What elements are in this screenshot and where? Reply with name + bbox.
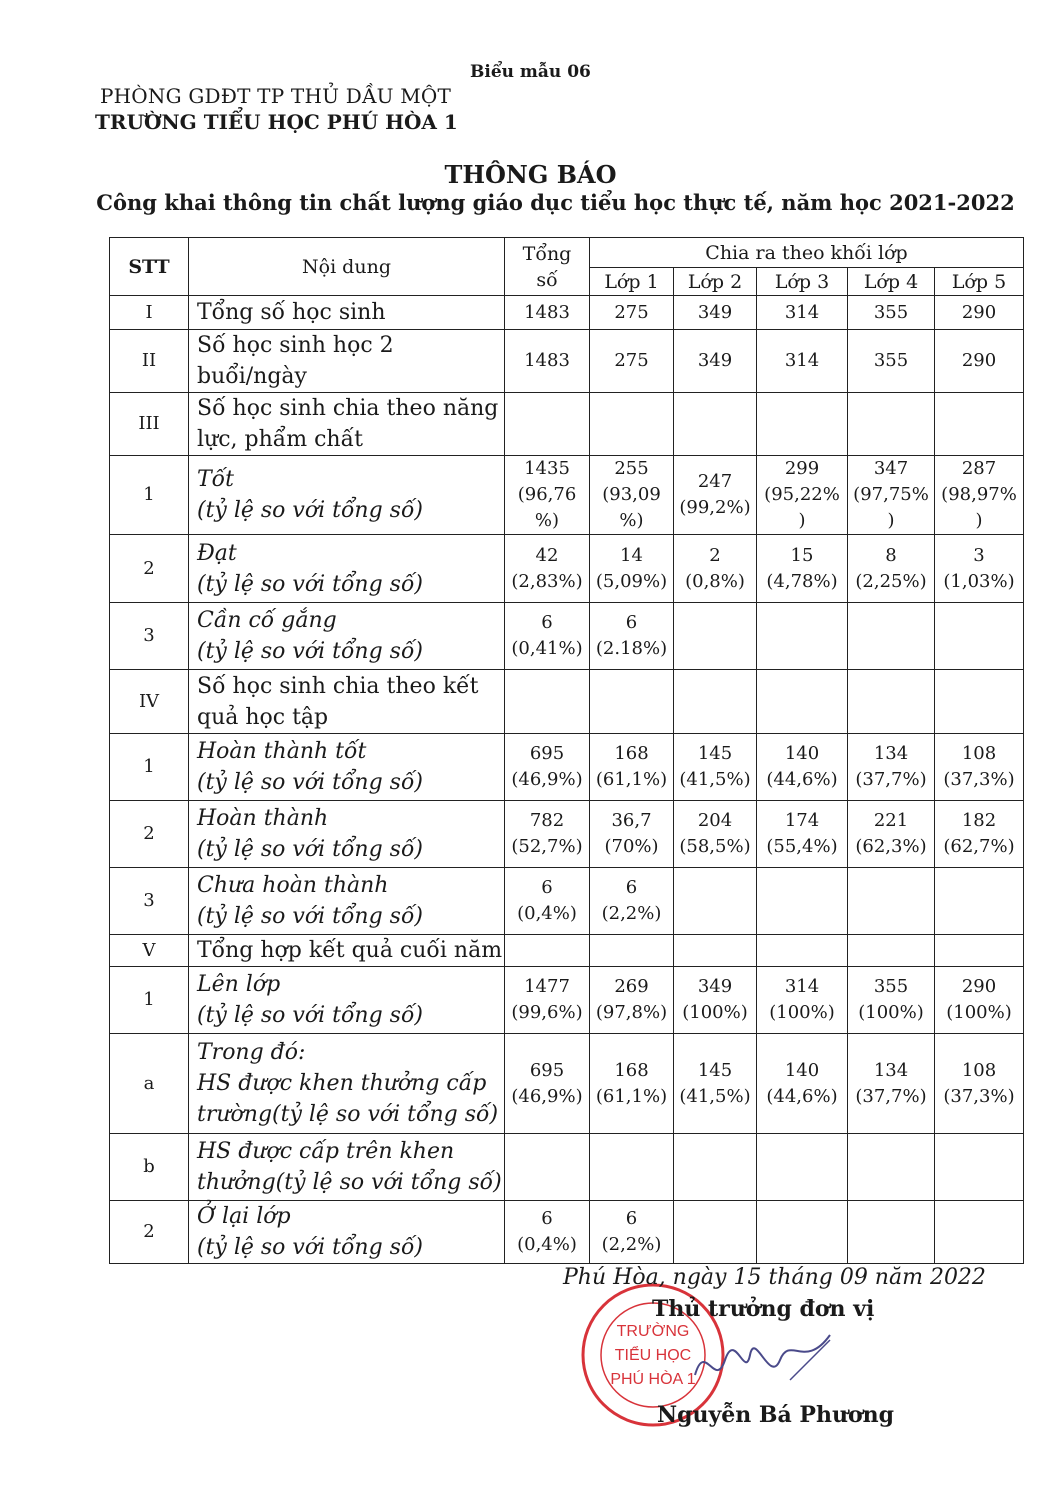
cell-grade-3 — [757, 734, 848, 801]
cell-grade-1 — [590, 670, 674, 734]
cell-grade-3 — [757, 801, 848, 868]
signer-name: Nguyễn Bá Phương — [657, 1402, 895, 1428]
cell-value-line: (70%) — [604, 836, 659, 857]
cell-grade-3 — [757, 603, 848, 670]
cell-grade-5 — [935, 393, 1024, 456]
table-row — [110, 1034, 1024, 1134]
cell-grade-5 — [935, 1134, 1024, 1201]
table-row — [110, 734, 1024, 801]
cell-value-line: 6 — [625, 877, 638, 898]
cell-value-line: 145 — [697, 743, 733, 764]
row-content-line: Số học sinh chia theo kết — [197, 673, 479, 699]
table-row — [110, 330, 1024, 393]
cell-grade-2 — [674, 393, 757, 456]
cell-value-line: 134 — [873, 743, 909, 764]
cell-grade-5 — [935, 734, 1024, 801]
row-number: 2 — [110, 1201, 189, 1264]
cell-grade-3 — [757, 393, 848, 456]
cell-grade-4 — [848, 967, 935, 1034]
column-header-grade-group: Chia ra theo khối lớp — [590, 238, 1024, 268]
cell-grade-4 — [848, 535, 935, 603]
cell-total — [505, 935, 590, 967]
cell-grade-1 — [590, 734, 674, 801]
row-number: 3 — [110, 868, 189, 935]
cell-grade-4 — [848, 296, 935, 330]
row-content-line: HS được khen thưởng cấp — [197, 1071, 487, 1096]
cell-value-line: (99,2%) — [679, 497, 751, 518]
cell-value-line: (62,7%) — [943, 836, 1015, 857]
cell-grade-5 — [935, 603, 1024, 670]
cell-total — [505, 535, 590, 603]
quality-report-table — [109, 237, 1024, 1264]
row-number: 2 — [110, 535, 189, 603]
cell-grade-1 — [590, 801, 674, 868]
cell-value-line: (95,22% — [764, 484, 840, 505]
column-header-grade-4: Lớp 4 — [848, 268, 935, 296]
cell-value-line: 695 — [529, 1059, 565, 1081]
column-header-grade-2: Lớp 2 — [674, 268, 757, 296]
row-content-line: (tỷ lệ so với tổng số) — [197, 770, 424, 795]
cell-value-line: 140 — [784, 1059, 820, 1081]
cell-grade-4 — [848, 935, 935, 967]
cell-grade-4 — [848, 1034, 935, 1134]
cell-grade-2 — [674, 603, 757, 670]
cell-value-line: (62,3%) — [855, 836, 927, 857]
cell-value-line: (55,4%) — [766, 836, 838, 857]
cell-value: 355 — [873, 350, 909, 371]
cell-grade-3 — [757, 670, 848, 734]
cell-value-line: (100%) — [682, 1002, 748, 1023]
cell-grade-3 — [757, 967, 848, 1034]
cell-value-line: (0,4%) — [517, 903, 577, 924]
cell-value-line: 782 — [529, 810, 565, 831]
column-header-total — [505, 238, 590, 296]
row-content — [189, 456, 505, 535]
row-content — [189, 801, 505, 868]
header-row-1 — [110, 238, 1024, 268]
cell-value-line: 8 — [885, 544, 897, 566]
cell-grade-5 — [935, 296, 1024, 330]
cell-grade-3 — [757, 935, 848, 967]
cell-value-line: (99,6%) — [511, 1002, 583, 1023]
cell-value-line: 299 — [784, 458, 820, 479]
cell-grade-3 — [757, 1201, 848, 1264]
cell-grade-4 — [848, 801, 935, 868]
cell-grade-4 — [848, 670, 935, 734]
cell-value-line: (61,1%) — [595, 1085, 668, 1107]
cell-grade-3 — [757, 296, 848, 330]
cell-value: 290 — [961, 350, 997, 371]
cell-value-line: (58,5%) — [679, 836, 751, 857]
cell-grade-1 — [590, 535, 674, 603]
column-header-grade-1: Lớp 1 — [590, 268, 674, 296]
cell-value: 275 — [614, 350, 649, 371]
cell-value-line: (2,25%) — [855, 570, 927, 592]
cell-value-line: 145 — [697, 1059, 733, 1081]
cell-grade-2 — [674, 801, 757, 868]
cell-grade-2 — [674, 1134, 757, 1201]
cell-value-line: (46,9%) — [511, 769, 583, 790]
cell-total — [505, 296, 590, 330]
cell-grade-2 — [674, 296, 757, 330]
cell-grade-5 — [935, 330, 1024, 393]
cell-value-line: (52,7%) — [511, 836, 583, 857]
cell-value: 1483 — [524, 350, 570, 371]
row-content-line: HS được cấp trên khen — [197, 1139, 455, 1164]
stamp-line-1: TRƯỜNG — [616, 1323, 690, 1340]
row-number: IV — [110, 670, 189, 734]
table-row — [110, 1201, 1024, 1264]
cell-grade-3 — [757, 456, 848, 535]
table-row — [110, 935, 1024, 967]
cell-value-line: (100%) — [858, 1002, 924, 1023]
cell-value-line: 1435 — [524, 458, 570, 479]
row-number: b — [110, 1134, 189, 1201]
row-content — [189, 330, 505, 393]
cell-grade-1 — [590, 296, 674, 330]
cell-value: 290 — [961, 301, 997, 323]
table-row — [110, 296, 1024, 330]
cell-value-line: 290 — [961, 976, 997, 997]
cell-value-line: (0,8%) — [685, 570, 745, 592]
cell-value-line: (37,7%) — [855, 1085, 927, 1107]
stamp-line-2: TIỂU HỌC — [614, 1347, 692, 1364]
cell-value-line: 134 — [873, 1059, 909, 1081]
cell-grade-2 — [674, 967, 757, 1034]
row-content-line: trường(tỷ lệ so với tổng số) — [197, 1102, 499, 1127]
cell-grade-2 — [674, 1201, 757, 1264]
cell-total — [505, 1201, 590, 1264]
column-header-grade-5: Lớp 5 — [935, 268, 1024, 296]
cell-value: 314 — [784, 350, 820, 371]
cell-value-line: 269 — [614, 976, 649, 997]
row-number: I — [110, 296, 189, 330]
row-content-line: Hoàn thành tốt — [197, 739, 367, 764]
cell-value-line: (98,97% — [941, 484, 1017, 505]
cell-value-line: (44,6%) — [766, 769, 838, 790]
cell-value-line: 182 — [961, 810, 997, 831]
cell-value-line: 695 — [529, 743, 565, 764]
cell-total — [505, 1134, 590, 1201]
row-content-line: Hoàn thành — [197, 806, 329, 831]
cell-value-line: 255 — [614, 458, 649, 479]
signature-scribble — [690, 1330, 840, 1400]
row-content-line: thưởng(tỷ lệ so với tổng số) — [197, 1170, 502, 1195]
cell-value-line: (100%) — [946, 1002, 1012, 1023]
row-content — [189, 967, 505, 1034]
cell-value-line: 108 — [961, 1059, 997, 1081]
cell-grade-4 — [848, 1134, 935, 1201]
table-row — [110, 967, 1024, 1034]
cell-grade-5 — [935, 935, 1024, 967]
cell-value-line: 347 — [873, 458, 909, 479]
cell-value: 349 — [697, 301, 733, 323]
cell-grade-5 — [935, 535, 1024, 603]
cell-grade-4 — [848, 393, 935, 456]
cell-value-line: 6 — [625, 612, 638, 633]
row-content — [189, 734, 505, 801]
row-number: 2 — [110, 801, 189, 868]
cell-grade-1 — [590, 1134, 674, 1201]
row-number: 1 — [110, 967, 189, 1034]
total-header-line1: Tổng — [522, 242, 572, 265]
row-content-line: Cần cố gắng — [197, 608, 337, 633]
cell-grade-3 — [757, 1034, 848, 1134]
cell-value-line: ) — [798, 510, 806, 531]
row-number: a — [110, 1034, 189, 1134]
cell-value-line: 314 — [784, 976, 820, 997]
cell-value: 349 — [697, 350, 733, 371]
cell-grade-1 — [590, 967, 674, 1034]
cell-grade-4 — [848, 868, 935, 935]
cell-value-line: 140 — [784, 743, 820, 764]
cell-grade-1 — [590, 868, 674, 935]
school-name: TRƯỜNG TIỂU HỌC PHÚ HÒA 1 — [95, 110, 458, 134]
row-content — [189, 670, 505, 734]
cell-total — [505, 801, 590, 868]
cell-grade-1 — [590, 935, 674, 967]
cell-grade-2 — [674, 456, 757, 535]
cell-grade-4 — [848, 456, 935, 535]
cell-value-line: 349 — [697, 976, 733, 997]
cell-grade-2 — [674, 330, 757, 393]
cell-grade-1 — [590, 330, 674, 393]
row-content-line: quả học tập — [197, 704, 329, 730]
cell-value-line: (37,3%) — [943, 1085, 1015, 1107]
cell-value-line: 6 — [625, 1208, 638, 1229]
cell-value-line: 108 — [961, 743, 997, 764]
row-content-line: (tỷ lệ so với tổng số) — [197, 498, 424, 523]
table-row — [110, 1134, 1024, 1201]
cell-value-line: 6 — [541, 612, 553, 633]
cell-total — [505, 330, 590, 393]
cell-value-line: 2 — [709, 544, 721, 566]
cell-value-line: (0,4%) — [517, 1234, 577, 1255]
cell-value-line: 174 — [784, 810, 820, 831]
cell-grade-3 — [757, 868, 848, 935]
cell-value-line: 6 — [541, 877, 553, 898]
cell-grade-4 — [848, 734, 935, 801]
cell-grade-4 — [848, 603, 935, 670]
cell-value-line: (61,1%) — [595, 769, 668, 790]
row-content-line: Lên lớp — [197, 972, 281, 997]
cell-value-line: 14 — [620, 544, 643, 566]
cell-grade-5 — [935, 1034, 1024, 1134]
cell-value-line: (46,9%) — [511, 1085, 583, 1107]
cell-total — [505, 393, 590, 456]
cell-grade-5 — [935, 967, 1024, 1034]
row-number: 1 — [110, 456, 189, 535]
row-content-line: (tỷ lệ so với tổng số) — [197, 837, 424, 862]
row-content — [189, 935, 505, 967]
table-row — [110, 456, 1024, 535]
cell-value-line: 204 — [697, 810, 733, 831]
cell-total — [505, 603, 590, 670]
row-content-line: Trong đó: — [197, 1040, 306, 1065]
row-content-line: (tỷ lệ so với tổng số) — [197, 904, 424, 929]
document-title: THÔNG BÁO — [444, 160, 617, 189]
cell-value-line: (100%) — [769, 1002, 835, 1023]
cell-value-line: 1477 — [524, 976, 570, 997]
row-content-line: Tổng số học sinh — [197, 300, 386, 325]
cell-grade-5 — [935, 801, 1024, 868]
cell-value-line: 168 — [614, 1059, 649, 1081]
cell-grade-2 — [674, 868, 757, 935]
cell-value-line: (37,3%) — [943, 769, 1015, 790]
cell-value-line: 221 — [873, 810, 909, 831]
cell-value-line: (97,8%) — [595, 1002, 668, 1023]
cell-value-line: (97,75% — [853, 484, 929, 505]
cell-value-line: (2,2%) — [601, 903, 662, 924]
row-content-line: Số học sinh chia theo năng — [197, 396, 499, 421]
cell-grade-1 — [590, 1034, 674, 1134]
cell-grade-3 — [757, 330, 848, 393]
cell-value-line: (4,78%) — [766, 570, 838, 592]
cell-grade-5 — [935, 1201, 1024, 1264]
cell-total — [505, 670, 590, 734]
table-body — [110, 296, 1024, 1264]
row-content — [189, 1134, 505, 1201]
cell-value: 1483 — [524, 301, 570, 323]
table-row — [110, 603, 1024, 670]
document-subtitle: Công khai thông tin chất lượng giáo dục tiểu học thực tế, năm học 2021-2022 — [96, 190, 1015, 215]
row-content-line: Tốt — [197, 467, 234, 492]
cell-grade-1 — [590, 393, 674, 456]
table-row — [110, 670, 1024, 734]
row-number: 3 — [110, 603, 189, 670]
row-content-line: Ở lại lớp — [197, 1204, 291, 1229]
cell-value-line: (2,2%) — [601, 1234, 662, 1255]
cell-total — [505, 1034, 590, 1134]
cell-value-line: (41,5%) — [679, 769, 751, 790]
cell-grade-3 — [757, 535, 848, 603]
cell-value-line: (41,5%) — [679, 1085, 751, 1107]
cell-value-line: (1,03%) — [943, 570, 1015, 592]
cell-grade-2 — [674, 935, 757, 967]
row-content — [189, 868, 505, 935]
cell-value: 275 — [614, 301, 649, 323]
row-content-line: (tỷ lệ so với tổng số) — [197, 571, 424, 597]
cell-total — [505, 734, 590, 801]
table-row — [110, 868, 1024, 935]
cell-grade-1 — [590, 1201, 674, 1264]
column-header-content: Nội dung — [189, 238, 505, 296]
row-content-line: (tỷ lệ so với tổng số) — [197, 639, 424, 664]
cell-value-line: %) — [619, 510, 644, 531]
cell-value-line: (2.18%) — [595, 638, 668, 659]
column-header-stt: STT — [110, 238, 189, 296]
row-content-line: (tỷ lệ so với tổng số) — [197, 1235, 424, 1260]
cell-value-line: 247 — [697, 471, 733, 492]
cell-value-line: 42 — [535, 544, 559, 566]
row-number: III — [110, 393, 189, 456]
cell-value: 355 — [873, 301, 909, 323]
cell-grade-1 — [590, 603, 674, 670]
cell-value-line: (0,41%) — [511, 638, 583, 659]
signer-role: Thủ trưởng đơn vị — [652, 1296, 875, 1322]
row-content — [189, 1034, 505, 1134]
cell-grade-2 — [674, 734, 757, 801]
stamp-line-3: PHÚ HÒA 1 — [610, 1371, 696, 1388]
row-content-line: Tổng hợp kết quả cuối năm — [197, 938, 503, 963]
row-content-line: lực, phẩm chất — [197, 427, 363, 452]
cell-value-line: 287 — [961, 458, 997, 479]
cell-grade-5 — [935, 456, 1024, 535]
agency-name: PHÒNG GDĐT TP THỦ DẦU MỘT — [100, 84, 452, 108]
cell-grade-2 — [674, 670, 757, 734]
row-content — [189, 535, 505, 603]
cell-grade-2 — [674, 535, 757, 603]
cell-grade-1 — [590, 456, 674, 535]
cell-total — [505, 967, 590, 1034]
cell-grade-5 — [935, 868, 1024, 935]
total-header-line2: số — [536, 268, 558, 291]
cell-grade-4 — [848, 1201, 935, 1264]
cell-value-line: (44,6%) — [766, 1085, 838, 1107]
row-content-line: Chưa hoàn thành — [197, 873, 389, 898]
cell-value-line: ) — [975, 510, 983, 531]
cell-value-line: %) — [534, 510, 560, 531]
cell-value-line: 3 — [973, 544, 985, 566]
cell-value-line: (2,83%) — [511, 570, 583, 592]
table-row — [110, 801, 1024, 868]
table-row — [110, 393, 1024, 456]
cell-value-line: 36,7 — [611, 810, 652, 831]
row-number: 1 — [110, 734, 189, 801]
cell-grade-2 — [674, 1034, 757, 1134]
row-number: V — [110, 935, 189, 967]
table-row — [110, 535, 1024, 603]
cell-total — [505, 868, 590, 935]
cell-value-line: (5,09%) — [595, 570, 668, 592]
row-content — [189, 393, 505, 456]
cell-total — [505, 456, 590, 535]
signature-date: Phú Hòa, ngày 15 tháng 09 năm 2022 — [563, 1265, 986, 1290]
cell-grade-3 — [757, 1134, 848, 1201]
row-number: II — [110, 330, 189, 393]
cell-value-line: (93,09 — [602, 484, 661, 505]
cell-value: 314 — [784, 301, 820, 323]
cell-value-line: 168 — [614, 743, 649, 764]
form-number: Biểu mẫu 06 — [470, 62, 591, 82]
cell-value-line: 6 — [541, 1208, 553, 1229]
row-content — [189, 296, 505, 330]
row-content-line: Số học sinh học 2 buổi/ngày — [197, 333, 394, 389]
cell-value-line: 355 — [873, 976, 909, 997]
cell-grade-5 — [935, 670, 1024, 734]
column-header-grade-3: Lớp 3 — [757, 268, 848, 296]
row-content — [189, 1201, 505, 1264]
cell-value-line: ) — [887, 510, 895, 531]
cell-value-line: (37,7%) — [855, 769, 927, 790]
row-content — [189, 603, 505, 670]
cell-value-line: (96,76 — [517, 484, 577, 505]
cell-grade-4 — [848, 330, 935, 393]
row-content-line: Đạt — [197, 540, 237, 566]
cell-value-line: 15 — [790, 544, 814, 566]
row-content-line: (tỷ lệ so với tổng số) — [197, 1003, 424, 1028]
